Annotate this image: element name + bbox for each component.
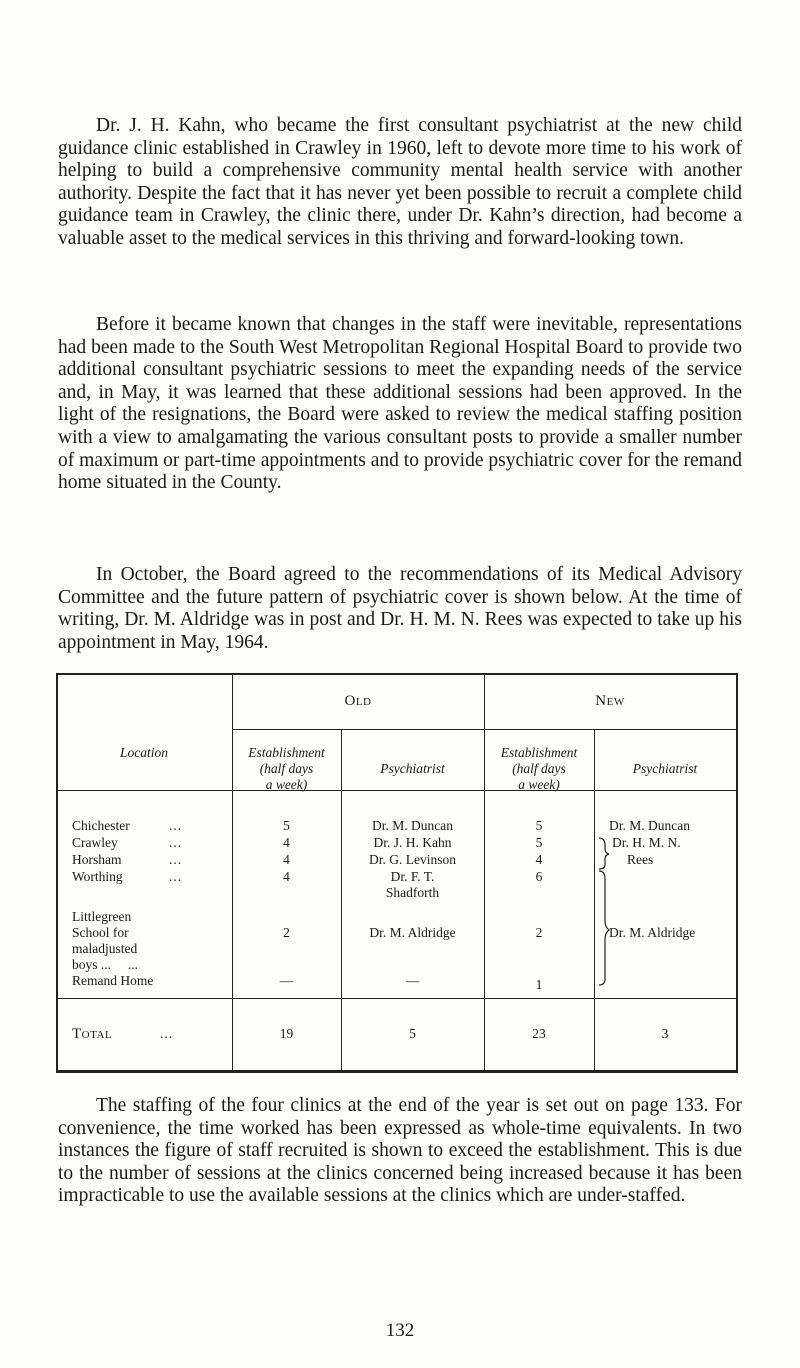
header-line: a week) [518,777,560,792]
location-line: maladjusted [72,941,138,956]
header-line: (half days [512,761,566,776]
total-label: Total [72,1026,113,1042]
total-row-label [72,1026,222,1042]
location-name: Worthing [72,869,123,884]
location-line: boys ... ... [72,957,139,972]
table-cell-psych-old: Dr. M. Aldridge [369,925,456,940]
paragraph-board-representations: Before it became known that changes in the staff were inevitable, representations had been made to the South West Metropolitan Regional Hospital Board to provide two additional consultant psychiatric sessions to meet the expanding needs of the service and, in May, it was learned that these additional sessions had been approved. In the light of the resignations, the Board were asked to review the medical staffing position with a view to amalgamating the various consultant posts to provide a smaller number of maximum or part-time appointments and to provide psychiatric cover for the remand home situated in the County. [58,314,742,494]
page-number: 132 [385,1320,415,1341]
location-line: School for [72,925,129,940]
table-row-location [72,835,222,851]
location-header: Location [119,745,168,760]
table-bottom-border [56,1070,738,1073]
total-divider [56,998,738,999]
table-cell-est-old: — [279,973,294,988]
table-cell-est-old: 2 [283,925,290,940]
table-cell-est-new: 2 [535,925,543,940]
paragraph-staffing: The staffing of the four clinics at the end of the year is set out on page 133. For convenience, the time worked has been expressed as whole-time equivalents. In two instances the figure of staff recruited is shown to exceed the establishment. This is due to the number of sessions at the clinics concerned being increased because it has been impracticable to use the available sessions at the clinics which are under-staffed. [58,1095,742,1207]
location-name: Chichester [72,818,130,833]
table-cell-est-new: 6 [535,869,543,884]
header-line: (half days [259,761,314,776]
table-top-border [56,673,738,675]
table-right-border [736,673,738,1073]
location-name: Horsham [72,852,122,867]
psychiatrist-line: Dr. F. T. [390,869,435,884]
new-psychiatrist-duncan: Dr. M. Duncan [609,818,690,833]
header-line: a week) [265,777,308,792]
table-cell-psych-old: Dr. M. Duncan [372,818,453,833]
table-cell-est-new: 4 [535,852,543,867]
header-line: Establishment [248,745,325,760]
leader-dots: ... [169,869,183,884]
new-psychiatrist-rees-line2: Rees [627,852,654,867]
location-name: Crawley [72,835,118,850]
table-row-location [72,852,222,868]
table-row-location: Remand Home [72,973,154,988]
new-psychiatrist-aldridge: Dr. M. Aldridge [609,925,696,940]
table-cell-est-old: 4 [283,869,290,884]
table-cell-psych-old: — [405,973,420,988]
table-left-border [56,673,58,1073]
header-line: Establishment [500,745,578,760]
table-cell-psych-old [341,869,484,901]
leader-dots: ... [160,1026,174,1041]
psychiatrist-new-header: Psychiatrist [632,761,698,776]
total-est-old: 19 [279,1026,294,1041]
leader-dots: ... [169,818,183,833]
location-line: Littlegreen [72,909,132,924]
psychiatrist-old-header: Psychiatrist [380,761,445,776]
brace-icon [597,835,611,987]
header-divider [56,790,738,791]
total-psych-new: 3 [661,1026,669,1041]
leader-dots: ... [169,852,183,867]
establishment-old-header [232,745,341,793]
establishment-new-header [484,745,594,793]
table-cell-est-new: 1 [535,977,543,992]
table-cell-est-new: 5 [535,818,543,833]
group-old-header: Old [344,693,372,709]
psychiatric-cover-table [56,673,738,1073]
table-cell-est-old: 4 [283,835,290,850]
table-row-location [72,818,222,834]
paragraph-kahn: Dr. J. H. Kahn, who became the first consultant psychiatrist at the new child guidance clinic established in Crawley in 1960, left to devote more time to his work of helping to build a comprehensive community mental health service with another authority. Despite the fact that it has never yet been possible to recruit a complete child guidance team in Crawley, the clinic there, under Dr. Kahn’s direction, had become a valuable asset to the medical services in this thriving and forward-looking town. [58,115,742,249]
psychiatrist-line: Shadforth [385,885,440,900]
paragraph-october-agreement: In October, the Board agreed to the recommendations of its Medical Advisory Committee and the future pattern of psychiatric cover is shown below. At the time of writing, Dr. M. Aldridge was in post and Dr. H. M. N. Rees was expected to take up his appointment in May, 1964. [58,564,742,653]
leader-dots: ... [169,835,183,850]
col-divider-2 [341,729,342,1073]
col-divider-4 [594,729,595,1073]
total-psych-old: 5 [409,1026,416,1041]
group-new-header: New [595,693,625,709]
table-cell-est-new: 5 [535,835,543,850]
table-cell-psych-old: Dr. G. Levinson [369,852,456,867]
table-cell-est-old: 4 [283,852,290,867]
table-row-location [72,909,222,973]
table-row-location [72,869,222,885]
total-est-new: 23 [532,1026,546,1041]
table-cell-psych-old: Dr. J. H. Kahn [373,835,452,850]
new-psychiatrist-rees: Dr. H. M. N. [612,835,681,850]
table-cell-est-old: 5 [283,818,290,833]
